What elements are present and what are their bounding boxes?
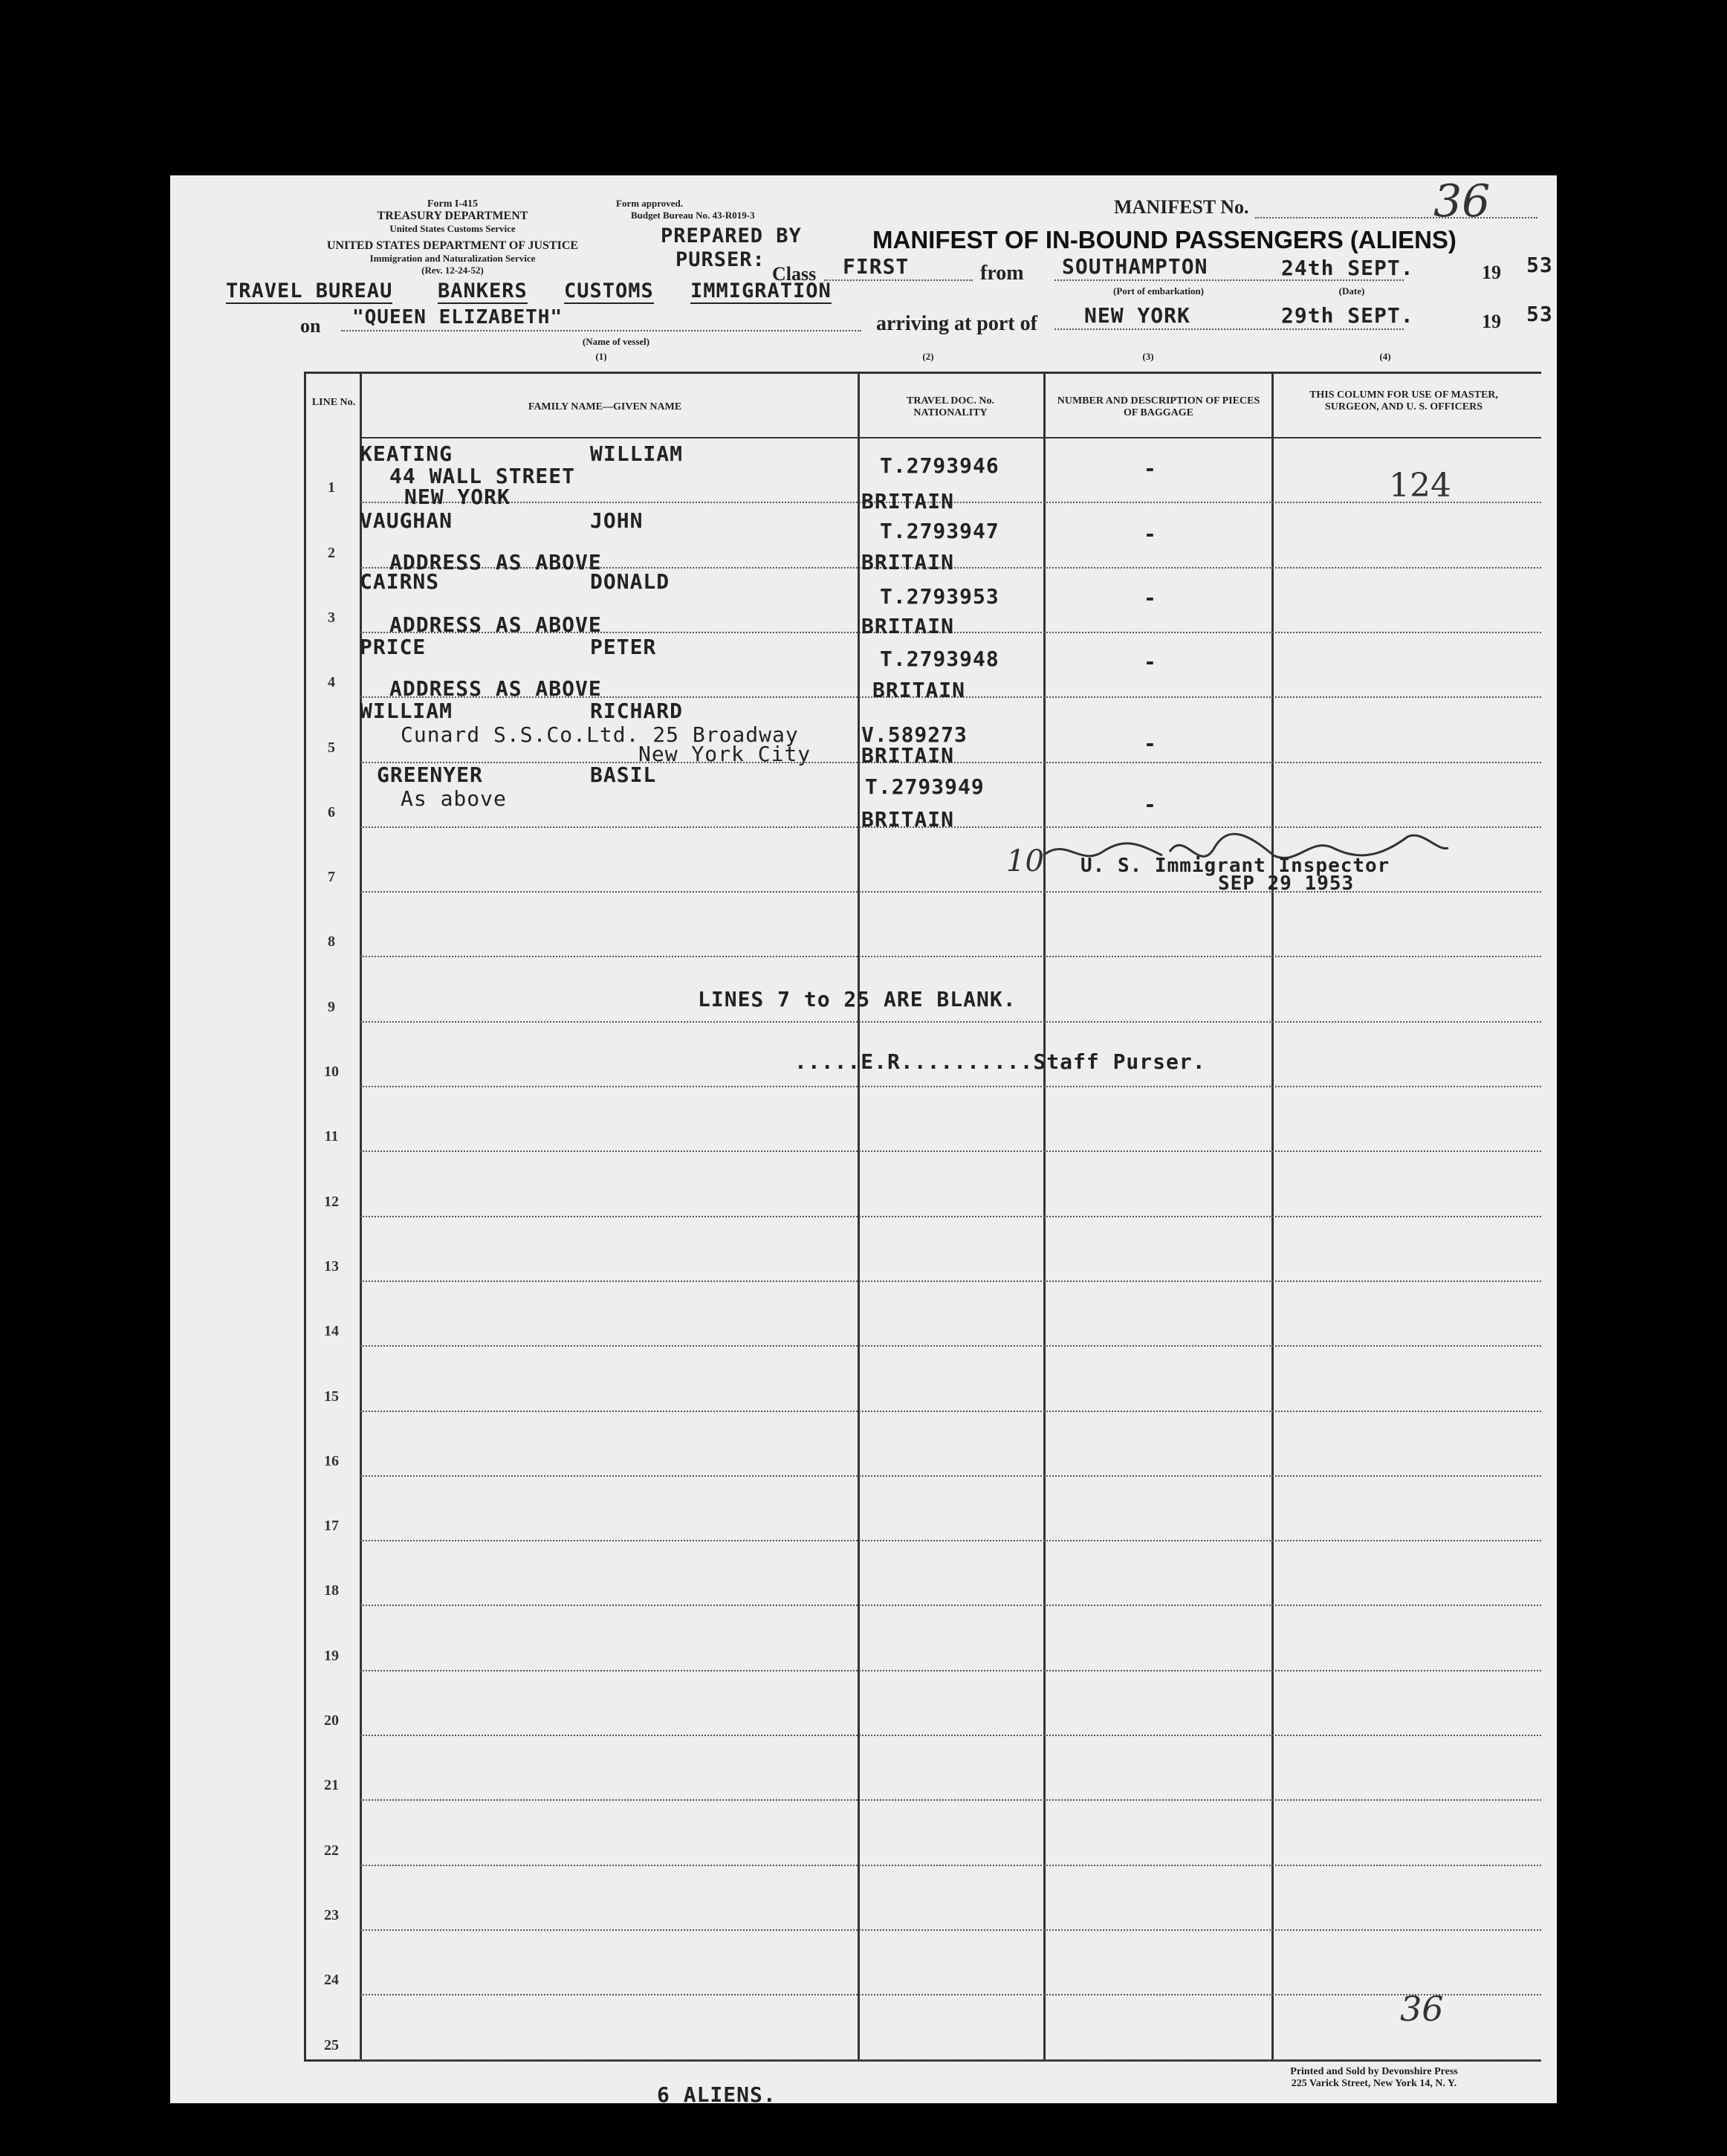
budget-bureau: Budget Bureau No. 43-R019-3 [631,210,755,221]
passenger-1-given: WILLIAM [590,441,684,466]
row-rule [360,2059,1541,2061]
line-number: 3 [328,609,335,626]
line-number: 22 [324,1842,339,1859]
form-approved: Form approved. [616,198,684,209]
from-label: from [980,262,1024,285]
vessel-caption: (Name of vessel) [582,336,650,347]
line-number: 15 [324,1388,339,1405]
passenger-1-address2: NEW YORK [404,485,511,509]
class-line [824,279,973,281]
form-number: Form I-415 [427,198,479,210]
row-rule [360,1216,1541,1217]
passenger-5-given: RICHARD [590,699,684,723]
printer-line-2: 225 Varick Street, New York 14, N. Y. [1291,2078,1457,2089]
passenger-2-nationality: BRITAIN [861,550,955,574]
line-number: 6 [328,803,335,820]
row-rule [360,1475,1541,1477]
passenger-4-doc: T.2793948 [880,647,999,671]
inspector-count: 10 [1006,844,1044,878]
row-rule [360,1799,1541,1801]
date-caption: (Date) [1338,285,1365,297]
routing-customs: CUSTOMS [564,279,654,302]
line-number: 21 [324,1777,339,1794]
passenger-5-baggage: - [1144,731,1157,756]
col-number-1: (1) [595,351,607,362]
row-rule [360,1281,1541,1282]
manifest-number: 36 [1433,175,1491,227]
purser-label: PURSER: [675,248,765,271]
line-number: 10 [324,1064,339,1080]
blank-lines-note: LINES 7 to 25 ARE BLANK. [698,987,1017,1011]
passenger-3-nationality: BRITAIN [861,614,955,638]
arrival-line [1054,328,1404,330]
col-number-4: (4) [1379,351,1391,362]
vessel-line [341,330,861,331]
header-doc: TRAVEL DOC. No. NATIONALITY [907,395,994,418]
passenger-6-doc: T.2793949 [865,774,985,799]
total-aliens: 6 ALIENS. [657,2082,777,2107]
header-officers: THIS COLUMN FOR USE OF MASTER, SURGEON, AND U. S. OFFICERS [1309,389,1498,412]
col-number-3: (3) [1142,351,1154,362]
passenger-6-baggage: - [1144,792,1157,817]
header-baggage: NUMBER AND DESCRIPTION OF PIECES OF BAGGAGE [1057,395,1260,418]
inspector-date: SEP 29 1953 [1218,873,1355,895]
header-line-no: LINE No. [311,397,356,408]
on-label: on [300,315,321,337]
year-prefix: 19 [1482,262,1501,283]
arriving-label: arriving at port of [876,312,1037,335]
row-rule [360,891,1541,893]
justice-department: UNITED STATES DEPARTMENT OF JUSTICE [326,239,579,252]
passenger-4-family: PRICE [360,635,427,659]
line-number: 18 [324,1582,339,1599]
ins-service: Immigration and Naturalization Service [369,253,536,264]
prepared-by: PREPARED BY [661,224,802,247]
passenger-3-doc: T.2793953 [880,584,999,609]
passenger-2-baggage: - [1144,522,1157,546]
passenger-2-doc: T.2793947 [880,519,999,543]
passenger-1-address1: 44 WALL STREET [389,464,576,488]
line-number: 23 [324,1906,339,1923]
routing-immigration: IMMIGRATION [690,279,832,302]
passenger-2-given: JOHN [590,508,644,533]
passenger-3-address1: ADDRESS AS ABOVE [389,612,602,637]
passenger-4-address1: ADDRESS AS ABOVE [389,676,602,701]
class-value: FIRST [843,254,910,279]
passenger-4-nationality: BRITAIN [872,678,966,702]
passenger-6-given: BASIL [590,763,657,787]
line-number: 9 [328,998,335,1015]
routing-bankers: BANKERS [438,279,528,302]
line-number: 2 [328,544,335,561]
arrival-year: 53 [1526,302,1553,326]
row-rule [360,1540,1541,1541]
header-name: FAMILY NAME—GIVEN NAME [528,401,682,412]
passenger-1-nationality: BRITAIN [861,489,955,514]
row-rule [360,1086,1541,1087]
line-number: 7 [328,869,335,886]
passenger-1-doc: T.2793946 [880,453,999,478]
passenger-4-baggage: - [1144,650,1157,674]
passenger-5-nationality: BRITAIN [861,743,955,768]
revision: (Rev. 12-24-52) [421,265,484,276]
embark-year: 53 [1526,253,1553,277]
passenger-5-family: WILLIAM [360,699,453,723]
manifest-label: MANIFEST No. [1114,196,1249,218]
routing-travel-bureau: TRAVEL BUREAU [226,279,393,302]
row-rule [360,1994,1541,1995]
passenger-6-address1: As above [401,786,507,811]
passenger-6-nationality: BRITAIN [861,807,955,832]
line-number: 13 [324,1257,339,1275]
printer-line-1: Printed and Sold by Devonshire Press [1290,2066,1458,2077]
passenger-1-baggage: - [1144,456,1157,481]
line-number: 8 [328,933,335,951]
row-rule [360,956,1541,957]
table-left-border [304,372,306,2059]
row-rule [360,1021,1541,1023]
passenger-5-address1: Cunard S.S.Co.Ltd. 25 Broadway [401,722,799,747]
class-label: Class [772,263,817,285]
passenger-6-family: GREENYER [377,763,483,787]
line-number: 16 [324,1452,339,1469]
passenger-3-family: CAIRNS [360,569,440,594]
passenger-5-address2: New York City [638,742,811,766]
row-rule [360,1150,1541,1152]
row-rule [360,1605,1541,1606]
line-number: 11 [324,1128,339,1145]
line-number: 14 [324,1323,339,1340]
passenger-4-given: PETER [590,635,657,659]
embark-date: 24th SEPT. [1281,256,1414,280]
department: TREASURY DEPARTMENT [377,210,528,222]
inspector-title: U. S. Immigrant Inspector [1080,855,1390,877]
row-rule [360,1735,1541,1736]
page-number: 36 [1400,1989,1444,2029]
row-rule [360,1929,1541,1931]
manifest-line [1255,217,1538,218]
line-number: 20 [324,1712,339,1729]
line-number: 4 [328,674,335,691]
row-rule [360,1345,1541,1347]
col-number-2: (2) [922,351,934,362]
line-number: 12 [324,1193,339,1210]
line-number: 25 [324,2036,339,2053]
passenger-2-address1: ADDRESS AS ABOVE [389,550,602,574]
line-number: 5 [328,739,335,756]
header-bottom-border [360,437,1541,438]
arrival-port: NEW YORK [1084,303,1190,328]
passenger-3-given: DONALD [590,569,670,594]
passenger-2-family: VAUGHAN [360,508,453,533]
arrival-year-prefix: 19 [1482,311,1501,332]
document-title: MANIFEST OF IN-BOUND PASSENGERS (ALIENS) [872,226,1457,253]
staff-purser-signature: .....E.R..........Staff Purser. [794,1049,1206,1074]
line-number: 19 [324,1647,339,1664]
table-top-border [304,372,1541,374]
port-of-embarkation: SOUTHAMPTON [1062,254,1208,279]
line-number: 24 [324,1972,339,1989]
arrival-date: 29th SEPT. [1281,303,1414,328]
line-number: 1 [328,479,335,496]
customs-service: United States Customs Service [389,223,516,234]
passenger-3-baggage: - [1144,586,1157,610]
vessel-name: "QUEEN ELIZABETH" [352,306,563,328]
row-rule [360,1865,1541,1866]
port-caption: (Port of embarkation) [1112,285,1205,297]
passenger-5-doc: V.589273 [861,722,968,747]
passenger-1-family: KEATING [360,441,453,466]
manifest-page [170,175,1557,2107]
row-rule [360,1411,1541,1412]
passenger-1-officer-note: 124 [1389,467,1451,505]
line-number: 17 [324,1518,339,1535]
row-rule [360,1670,1541,1671]
